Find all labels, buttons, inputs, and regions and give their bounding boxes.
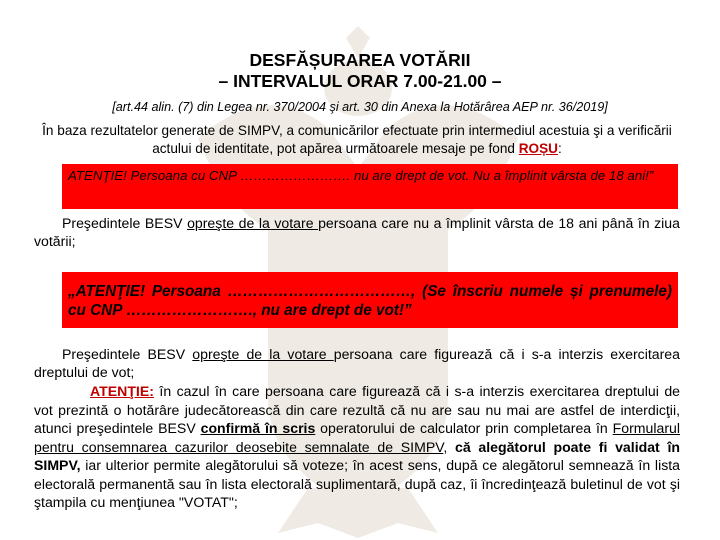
paragraph-attention (34, 382, 680, 512)
warning-message-box-1 (62, 164, 678, 209)
attention-validated: că alegătorul poate fi validat în SIMPV, (34, 438, 680, 473)
attention-form-name: Formularul pentru consemnarea cazurilor deosebite semnalate de SIMPV (34, 420, 680, 455)
paragraph-age-end: persoana care nu a împlinit vârsta de 18 ani până în ziua votării; (34, 215, 680, 249)
intro-text: În baza rezultatelor generate de SIMPV, a comunicărilor efectuate prin intermediul acestuia şi a verificării actului de identitate, pot apărea următoarele mesaje pe fond (42, 123, 672, 156)
warning-message-2-text: „ATENŢIE! Persoana ………………………………, (Se înscriu numele și prenumele) cu CNP ……………………., nu are drept de vot!” (68, 283, 672, 319)
paragraph-interdiction-underlined: opreşte de la votare (192, 346, 334, 362)
attention-part1: în cazul în care persoana care figurează că i s-a interzis exercitarea dreptului de vot prezintă o hotărâre judecătorească din care rezultă că nu are sau nu mai are astfel de interdicţii, atunci preşedintele BESV (34, 383, 680, 436)
page-title-line2: – INTERVALUL ORAR 7.00-21.00 – (218, 71, 502, 91)
paragraph-interdiction-end: persoana care figurează că i s-a interzis exercitarea dreptului de vot; (34, 346, 680, 380)
legal-reference: [art.44 alin. (7) din Legea nr. 370/2004 şi art. 30 din Anexa la Hotărârea AEP nr. 36/2019] (112, 100, 608, 114)
attention-confirm: confirmă în scris (200, 420, 316, 436)
attention-part2: operatorului de calculator prin completarea în (315, 420, 613, 436)
attention-part3: , (443, 438, 455, 455)
warning-message-box-2 (62, 272, 678, 328)
intro-paragraph (34, 122, 680, 158)
warning-message-1-text: ATENŢIE! Persoana cu CNP ……………………. nu are drept de vot. Nu a împlinit vârsta de 18 ani!” (68, 168, 654, 183)
attention-part4: iar ulterior permite alegătorului să voteze; în acest sens, după ce alegătorul semnează în lista electorală permanentă sau în lista electorală suplimentară, după caz, îi încredinţează buletinul de vot şi ştampila cu menţiunea "VOTAT"; (34, 457, 680, 510)
paragraph-interdiction-start: Preşedintele BESV (62, 346, 193, 362)
red-word: ROȘU (518, 141, 558, 156)
paragraph-age-underlined: opreşte de la votare (187, 215, 319, 231)
page-title-line1: DESFĂȘURAREA VOTĂRII (249, 50, 471, 70)
intro-end: : (558, 141, 562, 156)
attention-label: ATENŢIE: (90, 383, 154, 399)
paragraph-age-start: Preşedintele BESV (62, 215, 188, 231)
paragraph-age (34, 214, 680, 250)
paragraph-interdiction (34, 345, 680, 381)
